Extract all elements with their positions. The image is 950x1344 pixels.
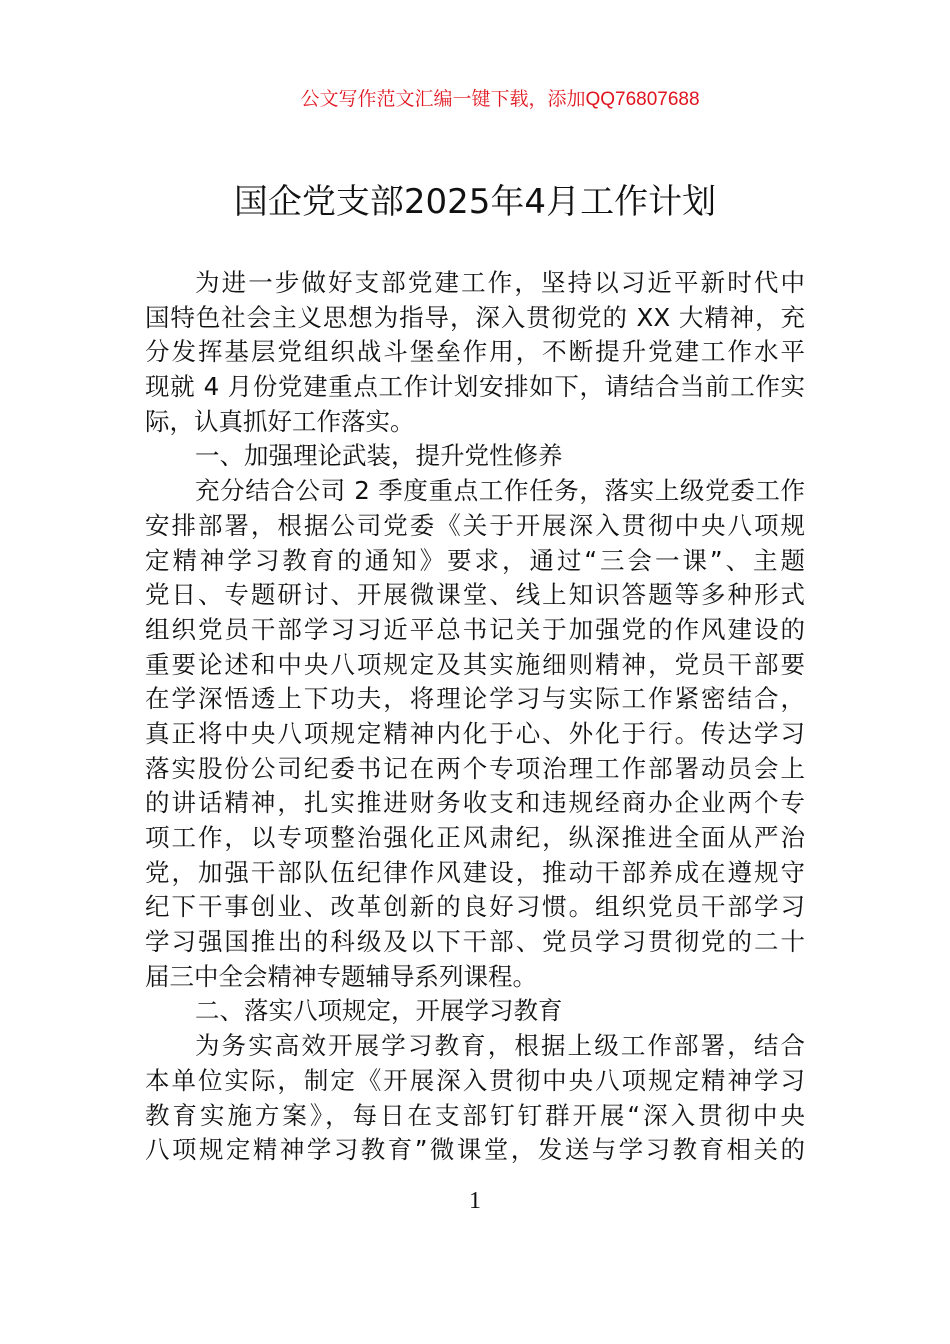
document-title: 国企党支部2025年4月工作计划 [233,182,717,222]
text-line: 学习强国推出的科级及以下干部、党员学习贯彻党的二十 [145,927,805,957]
download-promo-note: 公文写作范文汇编一键下载，添加QQ76807688 [300,89,700,110]
text-line: 组织党员干部学习习近平总书记关于加强党的作风建设的 [145,614,805,644]
text-line: 安排部署，根据公司党委《关于开展深入贯彻中央八项规 [145,510,805,540]
text-line: 为务实高效开展学习教育，根据上级工作部署，结合 [195,1031,805,1061]
page-number: 1 [469,1188,481,1214]
text-line: 党日、专题研讨、开展微课堂、线上知识答题等多种形式 [145,580,805,610]
text-line: 二、落实八项规定，开展学习教育 [195,996,563,1026]
document-body [145,266,805,1168]
text-line: 教育实施方案》，每日在支部钉钉群开展“深入贯彻中央 [145,1100,805,1130]
text-line: 本单位实际，制定《开展深入贯彻中央八项规定精神学习 [145,1065,805,1095]
text-line: 真正将中央八项规定精神内化于心、外化于行。传达学习 [145,718,805,748]
text-line: 八项规定精神学习教育”微课堂，发送与学习教育相关的 [145,1135,805,1165]
text-line: 充分结合公司 2 季度重点工作任务，落实上级党委工作 [195,476,805,506]
text-line: 为进一步做好支部党建工作，坚持以习近平新时代中 [195,268,805,297]
text-line: 际，认真抓好工作落实。 [145,406,415,436]
text-line: 项工作，以专项整治强化正风肃纪，纵深推进全面从严治 [145,823,805,852]
text-line: 一、加强理论武装，提升党性修养 [195,441,563,471]
text-line: 分发挥基层党组织战斗堡垒作用，不断提升党建工作水平 [145,337,805,367]
text-line: 现就 4 月份党建重点工作计划安排如下，请结合当前工作实 [145,372,805,402]
text-line: 纪下干事创业、改革创新的良好习惯。组织党员干部学习 [145,892,805,922]
text-line: 的讲话精神，扎实推进财务收支和违规经商办企业两个专 [145,788,805,818]
text-line: 落实股份公司纪委书记在两个专项治理工作部署动员会上 [145,753,805,783]
text-line: 国特色社会主义思想为指导，深入贯彻党的 XX 大精神，充 [145,302,805,332]
text-line: 定精神学习教育的通知》要求，通过“三会一课”、主题 [145,545,805,575]
text-line: 重要论述和中央八项规定及其实施细则精神，党员干部要 [145,649,805,679]
text-line: 党，加强干部队伍纪律作风建设，推动干部养成在遵规守 [145,857,805,887]
text-line: 届三中全会精神专题辅导系列课程。 [145,961,537,991]
text-line: 在学深悟透上下功夫，将理论学习与实际工作紧密结合， [145,684,805,714]
